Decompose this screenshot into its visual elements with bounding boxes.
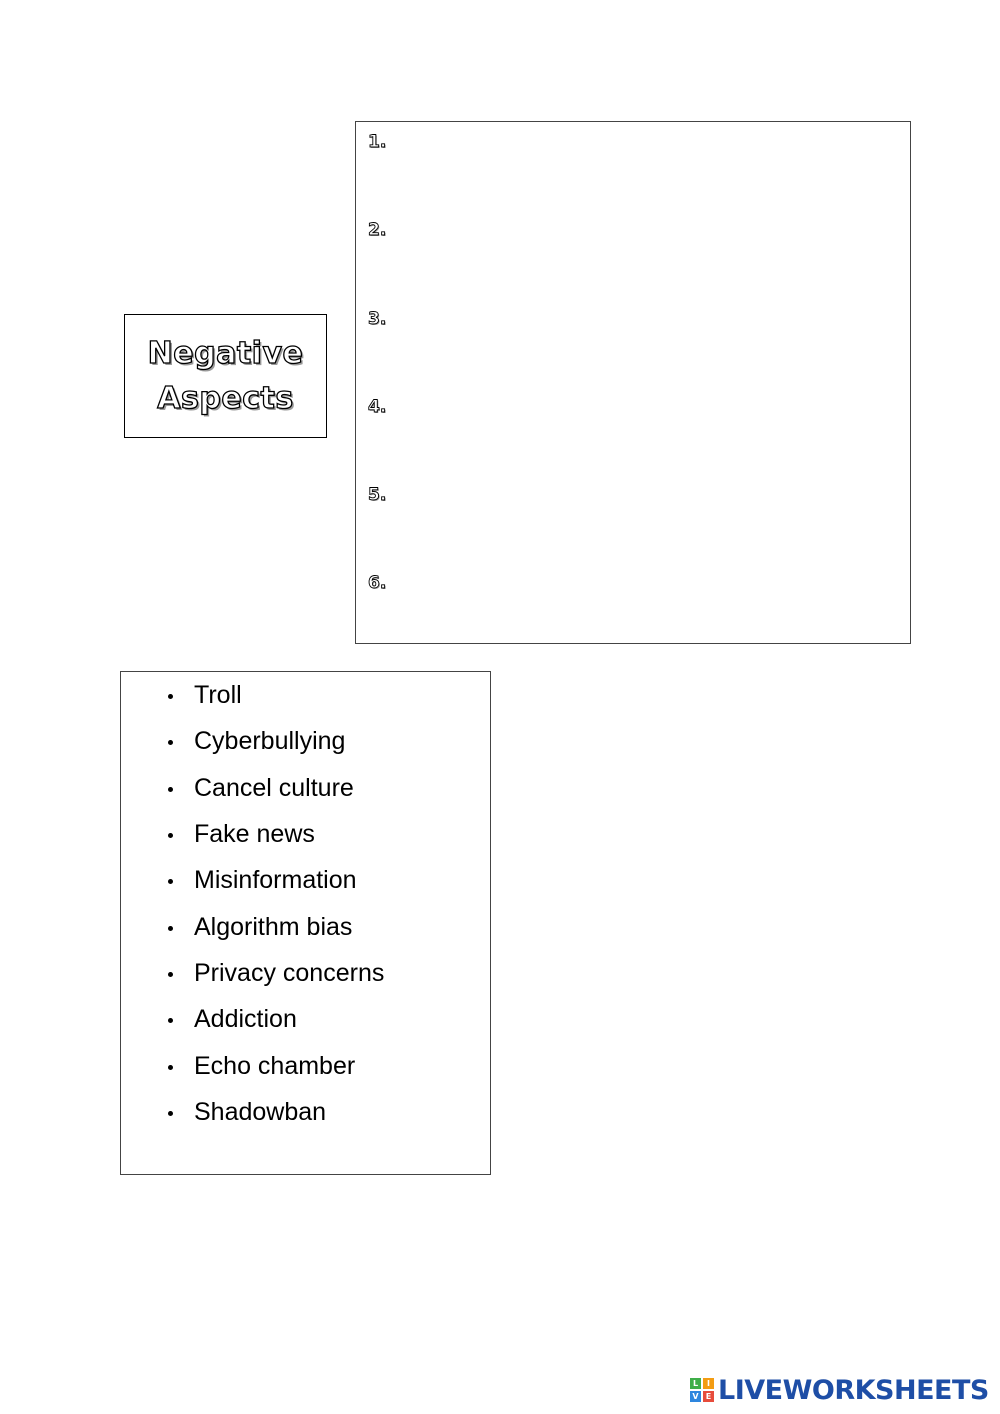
title-line-2: Aspects (157, 381, 294, 416)
word-bank-item: Algorithm bias (194, 913, 353, 941)
bullet-icon (168, 926, 173, 931)
word-bank (120, 671, 491, 1175)
bullet-icon (168, 1111, 173, 1116)
title-line-1: Negative (147, 336, 304, 371)
bullet-icon (168, 740, 173, 745)
logo-mark-icon (690, 1378, 714, 1402)
logo-text: LIVEWORKSHEETS (718, 1374, 989, 1406)
word-bank-item: Echo chamber (194, 1052, 356, 1080)
logo-mark-letter: L (690, 1378, 701, 1389)
word-bank-item: Misinformation (194, 866, 357, 894)
logo-mark-letter: V (690, 1391, 701, 1402)
bullet-icon (168, 879, 173, 884)
logo-mark-letter: E (703, 1391, 714, 1402)
bullet-icon (168, 833, 173, 838)
logo-mark-letter: I (703, 1378, 714, 1389)
word-bank-item: Troll (194, 681, 242, 709)
answer-number-1: 1. (368, 132, 387, 152)
answer-number-5: 5. (368, 485, 387, 505)
bullet-icon (168, 972, 173, 977)
word-bank-item: Privacy concerns (194, 959, 385, 987)
word-bank-item: Addiction (194, 1005, 297, 1033)
word-bank-item: Fake news (194, 820, 315, 848)
bullet-icon (168, 1065, 173, 1070)
liveworksheets-logo[interactable] (690, 1373, 989, 1407)
bullet-icon (168, 787, 173, 792)
title-box (124, 314, 327, 438)
word-bank-item: Cancel culture (194, 774, 354, 802)
word-bank-item: Shadowban (194, 1098, 327, 1126)
answer-number-3: 3. (368, 309, 387, 329)
answer-box (355, 121, 911, 644)
answer-number-4: 4. (368, 397, 387, 417)
answer-number-2: 2. (368, 220, 387, 240)
bullet-icon (168, 694, 173, 699)
word-bank-item: Cyberbullying (194, 727, 346, 755)
bullet-icon (168, 1018, 173, 1023)
answer-number-6: 6. (368, 573, 387, 593)
